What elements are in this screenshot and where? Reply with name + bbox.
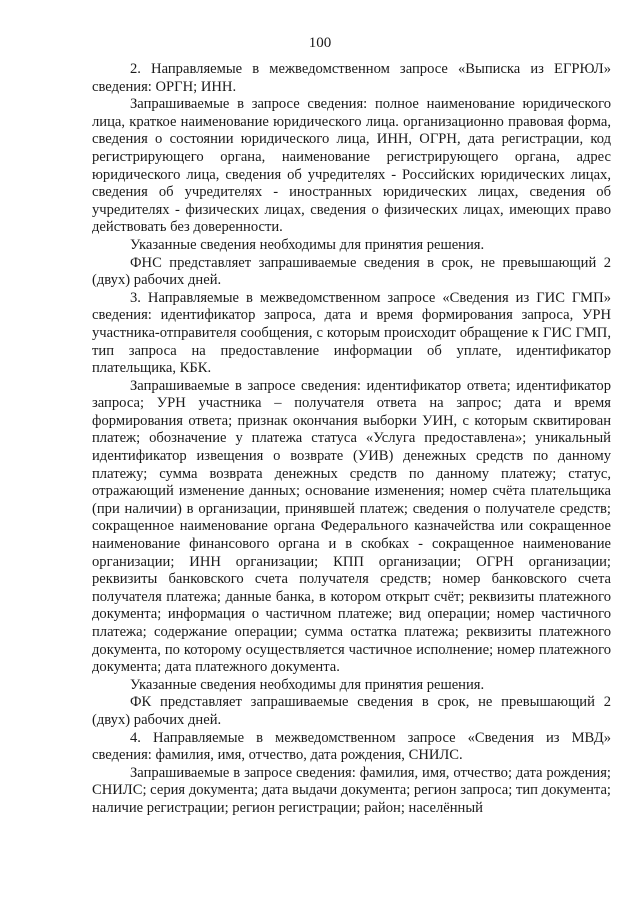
paragraph-fk-deadline: ФК представляет запрашиваемые сведения в срок, не превышающий 2 (двух) рабочих дней. <box>92 694 611 728</box>
paragraph-fns-deadline: ФНС представляет запрашиваемые сведения в срок, не превышающий 2 (двух) рабочих дней. <box>92 254 611 289</box>
paragraph-gis-gmp-request: 3. Направляемые в межведомственном запросе «Сведения из ГИС ГМП» сведения: идентификатор запроса, дата и время формирования запроса, УРН участника-отправителя сообщения, с которым происходит обращение к ГИС ГМП, тип запроса на предоставление информации об уплате, идентификатор плательщика, КБК. <box>92 289 611 377</box>
paragraph-egrul-request: 2. Направляемые в межведомственном запросе «Выписка из ЕГРЮЛ» сведения: ОРГН; ИНН. <box>92 61 611 95</box>
paragraph-mvd-request: 4. Направляемые в межведомственном запросе «Сведения из МВД» сведения: фамилия, имя, отчество, дата рождения, СНИЛС. <box>92 729 611 764</box>
paragraph-mvd-requested-data: Запрашиваемые в запросе сведения: фамилия, имя, отчество; дата рождения; СНИЛС; серия документа; дата выдачи документа; регион запроса; тип документа; наличие регистрации; регион регистрации; район; населённый <box>92 764 611 816</box>
paragraph-necessity-note: Указанные сведения необходимы для принятия решения. <box>130 236 485 253</box>
paragraph-gis-gmp-requested-data: Запрашиваемые в запросе сведения: идентификатор ответа; идентификатор запроса; УРН участника – получателя ответа на запрос; дата и время формирования ответа; признак окончания выборки УИН, с которым сквитирован платеж; обозначение у платежа статуса «Услуга предоставлена»; уникальный идентификатор извещения о возврате (УИВ) денежных средств по данному платежу; сумма возврата денежных средств по данному платежу; статус, отражающий изменение данных; основание изменения; номер счёта плательщика (при наличии) в организации, принявшей платеж; сведения о получателе средств; сокращенное наименование органа Федерального казначейства или сокращенное наименование финансового органа и в скобках - сокращенное наименование организации; ИНН организации; КПП организации; ОГРН организации; реквизиты банковского счета получателя средств; номер банковского счета получателя платежа; данные банка, в котором открыт счёт; реквизиты платежного документа; информация о частичном платеже; вид операции; номер частичного платежа; содержание операции; сумма остатка платежа; реквизиты платежного документа, по которому осуществляется частичное исполнение; номер платежного документа; дата платежного документа. <box>92 377 611 676</box>
paragraph-necessity-note: Указанные сведения необходимы для принятия решения. <box>130 676 485 693</box>
paragraph-egrul-requested-data: Запрашиваемые в запросе сведения: полное наименование юридического лица, краткое наименование юридического лица. организационно правовая форма, сведения о состоянии юридического лица, ИНН, ОГРН, дата регистрации, код регистрирующего органа, наименование регистрирующего органа, адрес юридического лица, сведения об учредителях - Российских юридических лицах, сведения об учредителях - иностранных юридических лицах, сведения об учредителях - физических лицах, сведения о физических лицах, имеющих право действовать без доверенности. <box>92 96 611 236</box>
document-body <box>92 61 611 818</box>
page-number: 100 <box>308 35 332 51</box>
